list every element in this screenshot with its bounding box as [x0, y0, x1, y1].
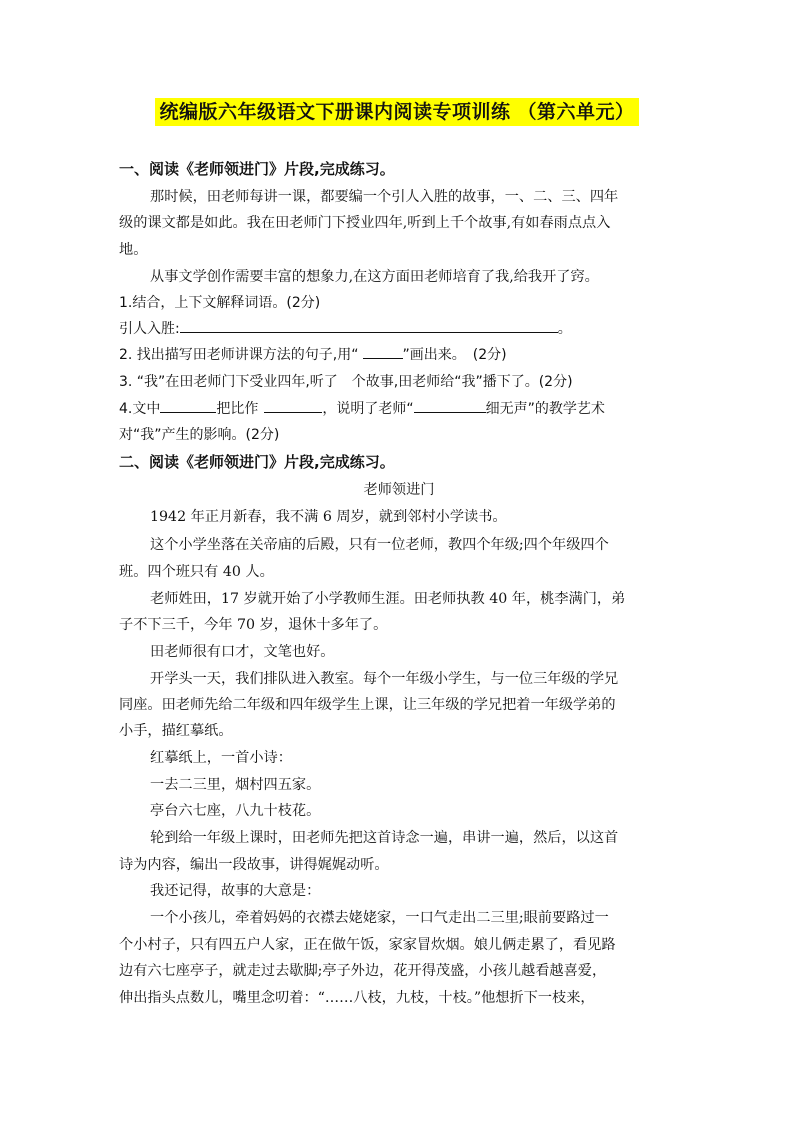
part1-passage-line: 级的课文都是如此。我在田老师门下授业四年,听到上千个故事,有如春雨点点入 [119, 215, 611, 231]
page-title: 统编版六年级语文下册课内阅读专项训练 （第六单元） [155, 98, 638, 126]
part2-heading: 二、阅读《老师领进门》片段,完成练习。 [119, 453, 395, 471]
part1-passage-line: 地。 [119, 242, 148, 258]
q4-text-b: 把比作 [216, 401, 259, 417]
article-line: 这个小学坐落在关帝庙的后殿，只有一位老师，教四个年级;四个年级四个 [150, 537, 609, 553]
article-line: 老师姓田，17 岁就开始了小学教师生涯。田老师执教 40 年，桃李满门，弟 [150, 591, 626, 607]
q4-blank-3[interactable] [414, 398, 486, 413]
article-line: 边有六七座亭子，就走过去歇脚;亭子外边，花开得茂盛，小孩儿越看越喜爱， [119, 963, 607, 979]
article-line: 我还记得，故事的大意是： [150, 883, 321, 899]
q4-text-c: ，说明了老师“ [322, 401, 414, 417]
article-line: 一个小孩儿，牵着妈妈的衣襟去姥姥家，一口气走出二三里;眼前要路过一 [150, 910, 609, 926]
question-1: 1.结合，上下文解释词语。(2分) [119, 295, 321, 311]
title-area [0, 98, 794, 126]
part1-heading: 一、阅读《老师领进门》片段,完成练习。 [119, 160, 395, 178]
article-line: 伸出指头点数儿，嘴里念叨着：“……八枝，九枝，十枝。”他想折下一枝来， [119, 990, 595, 1006]
article-line: 个小村子，只有四五户人家，正在做午饭，家家冒炊烟。娘儿俩走累了，看见路 [119, 937, 616, 953]
poem-line: 一去二三里，烟村四五家。 [150, 777, 321, 793]
article-line: 田老师很有口才，文笔也好。 [150, 644, 335, 660]
q4-text-a: 4.文中 [119, 401, 161, 417]
article-title: 老师领进门 [363, 482, 435, 498]
question-2 [119, 344, 679, 366]
q4-text-d: 细无声”的教学艺术 [485, 401, 605, 417]
article-line: 轮到给一年级上课时，田老师先把这首诗念一遍，串讲一遍，然后，以这首 [150, 830, 619, 846]
question-4-cont: 对“我”产生的影响。(2分) [119, 427, 280, 443]
q4-blank-1[interactable] [160, 398, 216, 413]
article-line: 诗为内容，编出一段故事，讲得娓娓动听。 [119, 857, 389, 873]
question-4 [119, 398, 679, 420]
q1-answer-blank[interactable] [180, 318, 558, 333]
q2-text-a: 2. 找出描写田老师讲课方法的句子,用“ [119, 347, 359, 363]
q4-blank-2[interactable] [264, 398, 322, 413]
question-1-answer-row [119, 318, 679, 340]
poem-line: 亭台六七座，八九十枝花。 [150, 803, 321, 819]
article-line: 1942 年正月新春，我不满 6 周岁，就到邻村小学读书。 [150, 509, 507, 525]
article-line: 子不下三千，今年 70 岁，退休十多年了。 [119, 617, 388, 633]
q1-end: 。 [557, 321, 572, 337]
question-3: 3. “我”在田老师门下受业四年,听了 个故事,田老师给“我”播下了。(2分) [119, 374, 573, 390]
article-line: 班。四个班只有 40 人。 [119, 564, 274, 580]
article-line: 红摹纸上，一首小诗： [150, 750, 292, 766]
part1-passage-line: 那时候，田老师每讲一课，都要编一个引人入胜的故事，一、二、三、四年 [150, 189, 619, 205]
part1-passage-line: 从事文学创作需要丰富的想象力,在这方面田老师培育了我,给我开了窍。 [150, 269, 599, 285]
q1-term: 引人入胜: [119, 321, 180, 337]
q2-mark-blank[interactable] [363, 344, 403, 359]
q2-text-b: ”画出来。 (2分) [402, 347, 507, 363]
article-line: 开学头一天，我们排队进入教室。每个一年级小学生，与一位三年级的学兄 [150, 671, 619, 687]
article-line: 小手，描红摹纸。 [119, 723, 233, 739]
article-line: 同座。田老师先给二年级和四年级学生上课，让三年级的学兄把着一年级学弟的 [119, 697, 616, 713]
